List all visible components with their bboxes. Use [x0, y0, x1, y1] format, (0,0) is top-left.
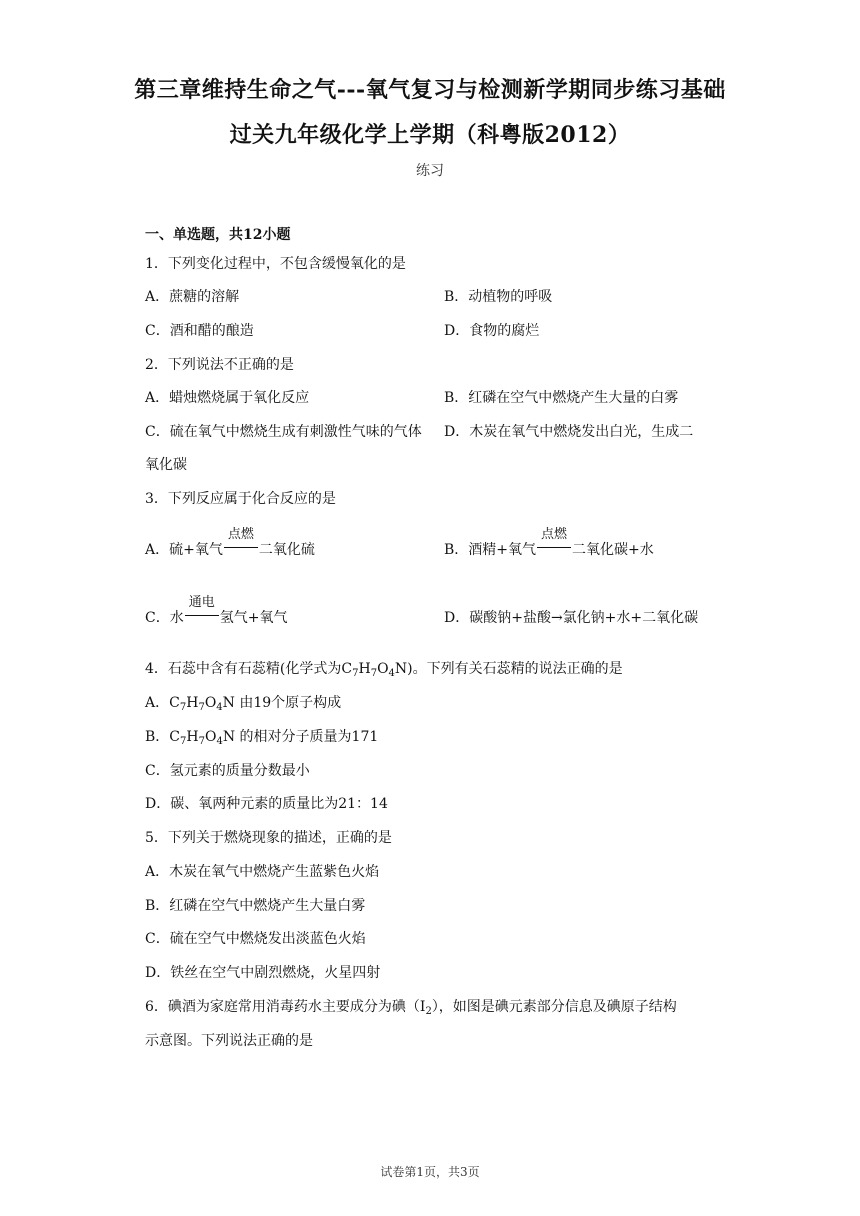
stem-text-end: )。下列有关石蕊精的说法正确的是 [407, 661, 623, 677]
reaction-condition-b: 点燃 [541, 527, 568, 542]
formula-h: H [186, 695, 199, 711]
document-title-line-1: 第三章维持生命之气---氧气复习与检测新学期同步练习基础 [134, 77, 726, 103]
formula-o: O [204, 729, 217, 745]
question-1-option-a: A．蔗糖的溶解 [145, 289, 240, 305]
formula-h: H [186, 729, 199, 745]
formula-c-subscript: 7 [180, 736, 187, 747]
question-5-option-d: D．铁丝在空气中剧烈燃烧，火星四射 [145, 965, 381, 981]
stem-text-start: 6．碘酒为家庭常用消毒药水主要成分为碘（I [145, 999, 426, 1015]
formula-c: C [169, 695, 180, 711]
question-1-stem: 1．下列变化过程中，不包含缓慢氧化的是 [145, 256, 406, 272]
page-footer: 试卷第1页，共3页 [380, 1165, 480, 1179]
formula-o: O [204, 695, 217, 711]
question-1-option-c: C．酒和醋的酿造 [145, 323, 254, 339]
question-4-option-b [145, 728, 378, 746]
question-4-option-d: D．碳、氧两种元素的质量比为21：14 [145, 796, 388, 812]
question-3-option-a [145, 527, 315, 559]
reaction-arrow-c [184, 595, 220, 627]
question-3-option-c [145, 595, 288, 627]
formula-h-subscript: 7 [198, 736, 205, 747]
question-5-option-a: A．木炭在氧气中燃烧产生蓝紫色火焰 [145, 864, 380, 880]
question-4-stem [145, 660, 623, 678]
option-a-products: 二氧化硫 [258, 542, 315, 558]
formula-o-subscript: 4 [388, 668, 395, 679]
formula-o-subscript: 4 [216, 702, 223, 713]
question-2-stem: 2．下列说法不正确的是 [145, 357, 294, 373]
stem-text-end: ），如图是碘元素部分信息及碘原子结构 [431, 999, 677, 1015]
option-text: 由19个原子构成 [234, 695, 342, 711]
question-3-stem: 3．下列反应属于化合反应的是 [145, 491, 336, 507]
formula-o-subscript: 4 [216, 736, 223, 747]
option-letter: A． [145, 695, 170, 711]
reaction-bar [537, 547, 571, 548]
option-b-products: 二氧化碳+水 [572, 542, 654, 558]
option-c-products: 氢气+氧气 [219, 610, 288, 626]
question-5-stem: 5．下列关于燃烧现象的描述，正确的是 [145, 830, 392, 846]
question-2-option-c: C．硫在氧气中燃烧生成有刺激性气味的气体 [145, 424, 422, 440]
question-2-option-d: D．木炭在氧气中燃烧发出白光，生成二 [444, 424, 694, 440]
formula-c: C [169, 729, 181, 745]
question-2-option-a: A．蜡烛燃烧属于氧化反应 [145, 390, 310, 406]
question-1-option-b: B．动植物的呼吸 [444, 289, 553, 305]
section-heading: 一、单选题，共12小题 [145, 227, 291, 243]
reaction-bar [224, 547, 258, 548]
reaction-condition-c: 通电 [188, 595, 215, 610]
formula-h-subscript: 7 [370, 668, 378, 679]
formula-c-subscript: 7 [179, 702, 187, 713]
reaction-arrow-b [536, 527, 572, 559]
formula-h: H [358, 661, 371, 677]
formula-n: N [222, 695, 235, 711]
question-2-option-d-continued: 氧化碳 [145, 457, 187, 473]
formula-h-subscript: 7 [198, 702, 205, 713]
question-4-option-c: C．氢元素的质量分数最小 [145, 763, 310, 779]
document-subtitle: 练习 [416, 163, 444, 179]
option-a-reactants: A．硫+氧气 [145, 542, 223, 558]
option-b-reactants: B．酒精+氧气 [444, 542, 537, 558]
reaction-bar [185, 615, 219, 616]
question-3-option-b [444, 527, 654, 559]
option-letter: B． [145, 729, 170, 745]
formula-n: N [222, 729, 236, 745]
question-6-stem [145, 998, 677, 1016]
formula-o: O [377, 661, 389, 677]
formula-i-subscript: 2 [425, 1006, 432, 1017]
question-2-option-b: B．红磷在空气中燃烧产生大量的白雾 [444, 390, 679, 406]
question-5-option-c: C．硫在空气中燃烧发出淡蓝色火焰 [145, 931, 366, 947]
question-6-stem-continued: 示意图。下列说法正确的是 [145, 1033, 313, 1049]
reaction-condition-a: 点燃 [227, 527, 254, 542]
reaction-arrow-a [223, 527, 259, 559]
stem-text-start: 4．石蕊中含有石蕊精(化学式为C [145, 661, 353, 677]
question-3-option-d: D．碳酸钠+盐酸→氯化钠+水+二氧化碳 [444, 610, 699, 626]
option-c-reactants: C．水 [145, 610, 184, 626]
question-5-option-b: B．红磷在空气中燃烧产生大量白雾 [145, 898, 366, 914]
question-1-option-d: D．食物的腐烂 [444, 323, 540, 339]
formula-c-subscript: 7 [352, 668, 359, 679]
question-4-option-a [145, 694, 341, 712]
formula-n: N [394, 661, 408, 677]
document-title-line-2: 过关九年级化学上学期（科粤版2012） [229, 122, 631, 148]
option-text: 的相对分子质量为171 [235, 729, 379, 745]
